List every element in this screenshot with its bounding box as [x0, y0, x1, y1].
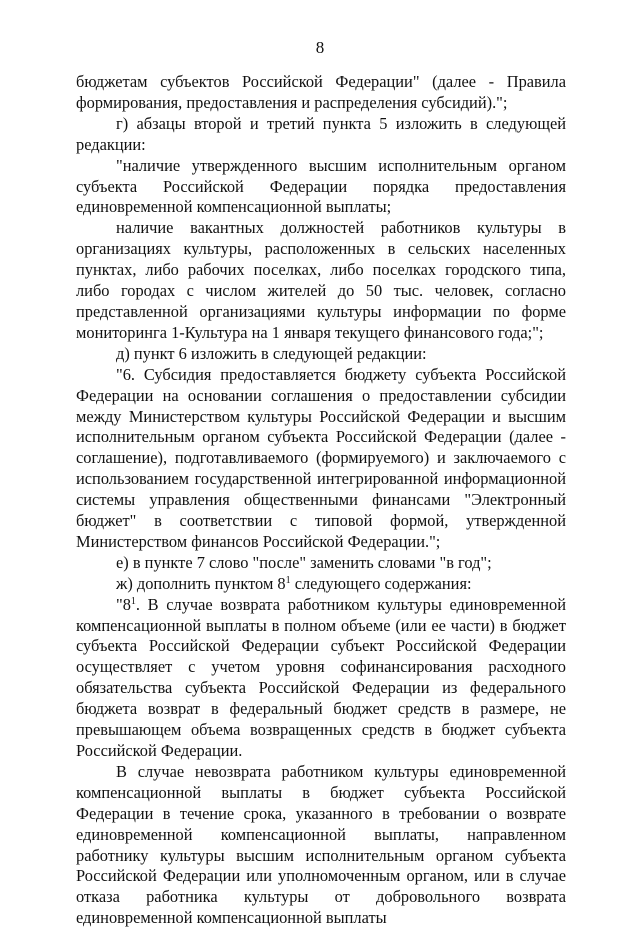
item-zh-text-end: следующего содержания:: [290, 573, 472, 593]
paragraph-rules-reference: бюджетам субъектов Российской Федерации" (далее - Правила формирования, предоставления и распределения субсидий).";: [76, 72, 566, 112]
paragraph-vacant-positions: наличие вакантных должностей работников культуры в организациях культуры, расположенных в сельских населенных пунктах, либо рабочих поселках, либо поселках городского типа, либо городах с числом жителей до 50 тыс. человек, согласно представленной организациями культуры информации по форме мониторинга 1-Культура на 1 января текущего финансового года;";: [76, 218, 566, 342]
paragraph-clause-8-1: [76, 595, 566, 762]
page-number: 8: [315, 38, 325, 57]
document-body: [76, 72, 566, 929]
clause-8-1-text: . В случае возврата работником культуры единовременной компенсационной выплаты в полном объеме (или ее части) в бюджет субъекта Российской Федерации субъект Российской Федерации осуществляет с учетом уровня софинансирования расходного обязательства субъекта Российской Федерации из федерального бюджета возврат в федеральный бюджет средств в размере, не превышающем объема возвращенных средств в бюджет субъекта Российской Федерации.: [76, 594, 566, 760]
paragraph-item-d: д) пункт 6 изложить в следующей редакции:: [116, 343, 427, 363]
paragraph-non-return-case: В случае невозврата работником культуры единовременной компенсационной выплаты в бюджет субъекта Российской Федерации в течение срока, указанного в требовании о возврате единовременной компенсационной выплаты, направленном работнику культуры высшим исполнительным органом субъекта Российской Федерации или уполномоченным органом, или в случае отказа работника культуры от добровольного возврата единовременной компенсационной выплаты: [76, 761, 566, 928]
item-zh-text-start: ж) дополнить пунктом 8: [116, 573, 286, 593]
paragraph-item-e: е) в пункте 7 слово "после" заменить словами "в год";: [116, 552, 492, 572]
clause-8-1-superscript: 1: [130, 595, 136, 607]
clause-8-1-number: "8: [116, 594, 131, 614]
paragraph-item-g: г) абзацы второй и третий пункта 5 изложить в следующей редакции:: [76, 113, 566, 154]
paragraph-subsidy-clause-6: "6. Субсидия предоставляется бюджету субъекта Российской Федерации на основании соглашения о предоставлении субсидии между Министерством культуры Российской Федерации и высшим исполнительным органом субъекта Российской Федерации (далее - соглашение), подготавливаемого (формируемого) и заключаемого с использованием государственной интегрированной информационной системы управления общественными финансами "Электронный бюджет" в соответствии с типовой формой, утвержденной Министерством финансов Российской Федерации.";: [76, 364, 566, 551]
paragraph-item-zh: [76, 574, 566, 595]
item-zh-superscript: 1: [285, 574, 291, 586]
paragraph-approved-procedure: "наличие утвержденного высшим исполнительным органом субъекта Российской Федерации порядка предоставления единовременной компенсационной выплаты;: [76, 155, 566, 217]
